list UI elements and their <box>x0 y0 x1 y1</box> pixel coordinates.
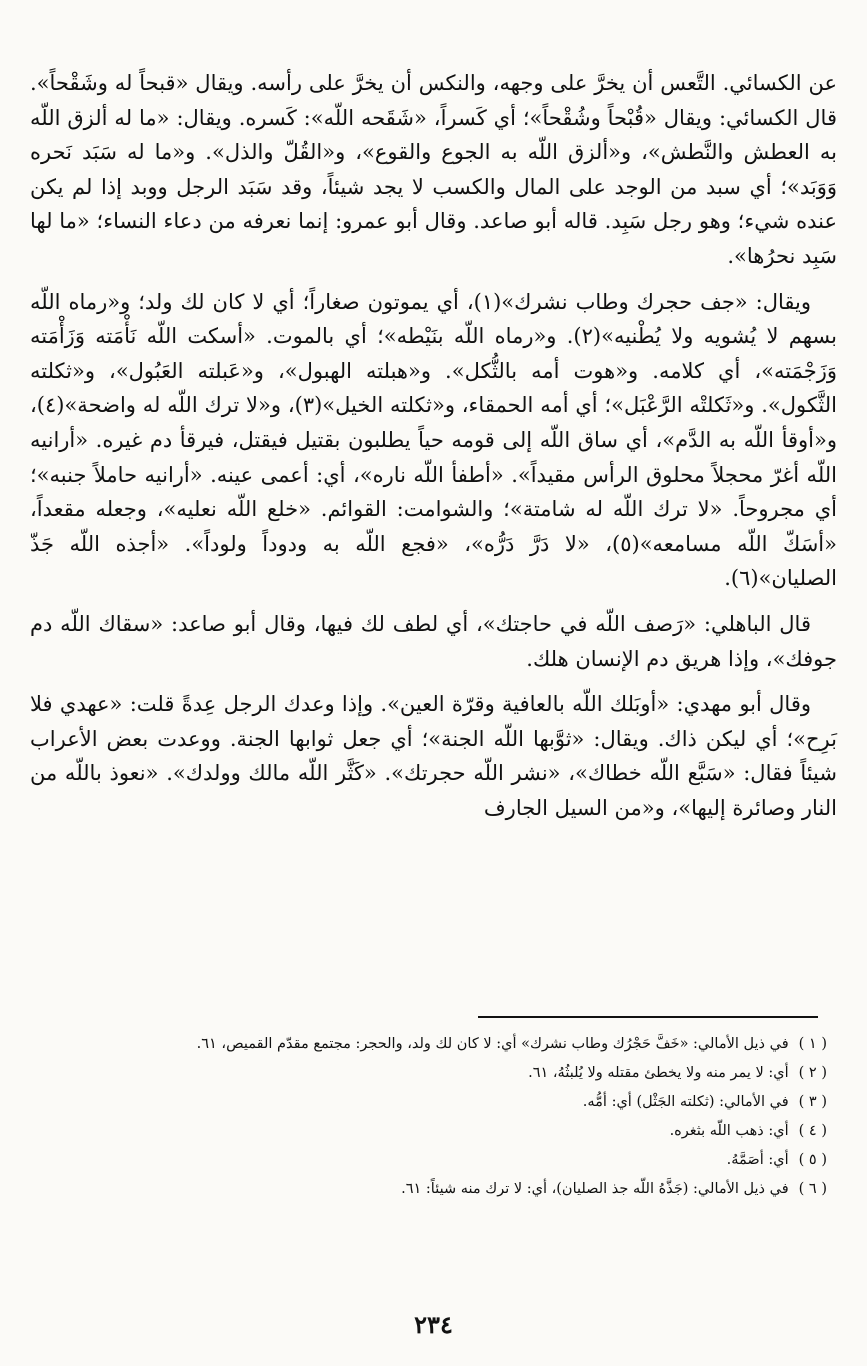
footnote-text: في الأمالي: (ثكلته الجَثْل) أي: أمُّه. <box>582 1094 789 1110</box>
footnote-number: ( ٦ ) <box>798 1181 827 1197</box>
footnote-text: أي: أصَمَّهُ. <box>726 1152 789 1168</box>
footnote-item <box>30 1030 827 1059</box>
footnote-item <box>30 1059 827 1088</box>
paragraph-2: ويقال: «جف حجرك وطاب نشرك»(١)، أي يموتون صغاراً؛ أي لا كان لك ولد؛ و«رماه اللّه بسهم لا يُشويه ولا يُطْنيه»(٢). و«رماه اللّه بنَيْطه»؛ أي بالموت. «أسكت اللّه نَأْمَته وَزَأْمَته وَزَجْمَته»، أي كلامه. و«هوت أمه بالثُّكل». و«هبلته الهبول»، و«عَبلته العَبُول»، و«ثكلته الثَّكول». و«ثَكلتْه الرَّعْبَل»؛ أي أمه الحمقاء، و«ثكلته الخيل»(٣)، و«لا ترك اللّه له واضحة»(٤)، و«أوقأ اللّه به الدَّم»، أي ساق اللّه إلى قومه حياً يطلبون بقتيل فيقتل، فيرقأ دم غيره. «أرانيه اللّه أغرّ محجلاً محلوق الرأس مقيداً». «أطفأ اللّه ناره»، أي: أعمى عينه. «أرانيه حاملاً جنبه»؛ أي مجروحاً. «لا ترك اللّه له شامتة»؛ والشوامت: القوائم. «خلع اللّه نعليه»، وجعله مقعداً، «أسَكّ اللّه مسامعه»(٥)، «لا دَرَّ دَرُّه»، «فجع اللّه به ودوداً ولوداً». «أجذه اللّه جَذّ الصليان»(٦). <box>30 289 837 591</box>
footnote-text: في ذيل الأمالي: «خَفَّ حَجْرُك وطاب نشرك» أي: لا كان لك ولد، والحجر: مجتمع مقدّم القميص، ٦١. <box>196 1036 789 1052</box>
paragraph-1: عن الكسائي. التَّعس أن يخرَّ على وجهه، والنكس أن يخرَّ على رأسه. ويقال «قبحاً له وشَقْحاً». قال الكسائي: ويقال «قُبْحاً وشُقْحاً»؛ أي كَسراً، «شَقَحه اللّه»: كَسره. ويقال: «ما له ألزق اللّه به العطش والنَّطش»، و«ألزق اللّه به الجوع والقوع»، و«القُلّ والذل». و«ما له سَبَد نَحره وَوَبَد»؛ أي سبد من الوجد على المال والكسب لا يجد شيئاً، وقد سَبَد الرجل ووبد إذا لم يكن عنده شيء؛ وهو رجل سَبِد. قاله أبو صاعد. وقال أبو عمرو: إنما نعرفه من دعاء النساء؛ «ما لها سَبِد نحرُها». <box>30 71 837 268</box>
page-number: ٢٣٤ <box>414 1310 453 1339</box>
footnote-number: ( ٢ ) <box>798 1065 827 1081</box>
footnote-number: ( ١ ) <box>798 1036 827 1052</box>
paragraph-3: قال الباهلي: «رَصف اللّه في حاجتك»، أي لطف لك فيها، وقال أبو صاعد: «سقاك اللّه دم جوفك»، وإذا هريق دم الإنسان هلك. <box>30 611 837 671</box>
footnote-number: ( ٥ ) <box>798 1152 827 1168</box>
footnote-text: أي: ذهب اللّه بثغره. <box>669 1123 789 1139</box>
main-text <box>30 66 837 825</box>
footnote-item <box>30 1117 827 1146</box>
footnote-item <box>30 1088 827 1117</box>
footnote-divider <box>478 1016 818 1018</box>
footnote-text: في ذيل الأمالي: (جَذَّهُ اللّه جذ الصليان)، أي: لا ترك منه شيئاً: ٦١. <box>401 1181 789 1197</box>
footnote-item <box>30 1175 827 1204</box>
footnote-text: أي: لا يمر منه ولا يخطئ مقتله ولا يُلبثُهُ، ٦١. <box>528 1065 789 1081</box>
footnote-number: ( ٣ ) <box>798 1094 827 1110</box>
footnote-item <box>30 1146 827 1175</box>
footnote-number: ( ٤ ) <box>798 1123 827 1139</box>
paragraph-4: وقال أبو مهدي: «أوبَلك اللّه بالعافية وقرّة العين». وإذا وعدك الرجل عِدةً قلت: «عهدي فلا بَرِح»؛ أي ليكن ذاك. ويقال: «ثوَّبها اللّه الجنة»؛ أي جعل ثوابها الجنة. ووعدت بعض الأعراب شيئاً فقال: «سَبَّع اللّه خطاك»، «نشر اللّه حجرتك». «كَثَّر اللّه مالك وولدك». «نعوذ باللّه من النار وصائرة إليها»، و«من السيل الجارف <box>30 692 837 820</box>
footnotes <box>30 1030 827 1204</box>
